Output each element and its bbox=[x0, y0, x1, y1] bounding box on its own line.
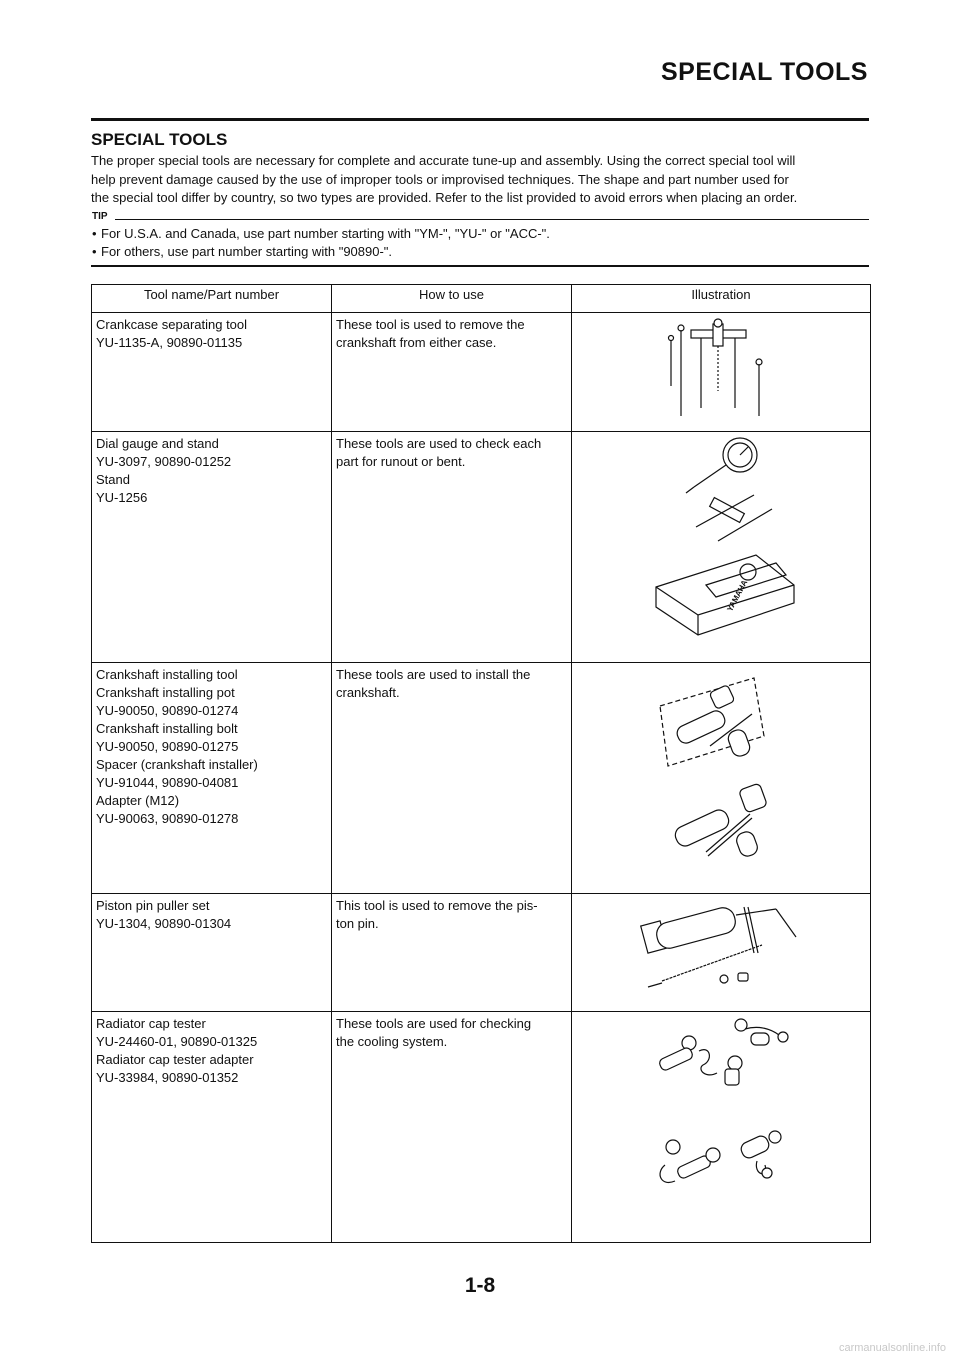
tool-part-number: YU-1135-A, 90890-01135 bbox=[96, 335, 243, 350]
how-to-use-line: This tool is used to remove the pis- bbox=[336, 898, 538, 913]
illustration-cell bbox=[572, 894, 871, 1012]
intro-line: help prevent damage caused by the use of improper tools or improvised techniques. The shape and part number used for bbox=[91, 171, 789, 187]
tool-name-line: Crankshaft installing tool bbox=[96, 667, 238, 682]
how-to-use-line: crankshaft from either case. bbox=[336, 335, 497, 350]
how-to-use-line: These tools are used for checking bbox=[336, 1016, 532, 1031]
intro-line: the special tool differ by country, so two types are provided. Refer to the list provided to avoid errors when placing an order. bbox=[91, 190, 798, 205]
tip-item: • For others, use part number starting with "90890-". bbox=[91, 243, 550, 261]
table-row bbox=[92, 1012, 871, 1243]
column-header-illustration: Illustration bbox=[572, 285, 871, 313]
tool-name-line: Radiator cap tester adapter bbox=[96, 1052, 254, 1067]
how-to-use-line: These tools are used to install the bbox=[336, 667, 531, 682]
tool-part-number: YU-1304, 90890-01304 bbox=[96, 916, 232, 931]
how-to-use-cell bbox=[332, 663, 572, 894]
illustration-cell bbox=[572, 432, 871, 663]
how-to-use-line: part for runout or bent. bbox=[336, 454, 466, 469]
intro-line: The proper special tools are necessary for complete and accurate tune-up and assembly. Using the correct special tool will bbox=[91, 153, 796, 168]
tool-part-number: YU-3097, 90890-01252 bbox=[96, 454, 232, 469]
tool-name-cell bbox=[92, 663, 332, 894]
crankshaft-installing-tool-illustration bbox=[646, 666, 796, 886]
illustration-cell bbox=[572, 1012, 871, 1243]
section-title: SPECIAL TOOLS bbox=[91, 130, 228, 149]
header-divider bbox=[91, 118, 869, 121]
tool-name-line: Crankcase separating tool bbox=[96, 317, 248, 332]
special-tools-table bbox=[91, 284, 871, 1243]
tool-part-number: YU-33984, 90890-01352 bbox=[96, 1070, 239, 1085]
dial-gauge-and-stand-illustration bbox=[636, 435, 806, 655]
illustration-cell bbox=[572, 313, 871, 432]
tool-name-cell bbox=[92, 313, 332, 432]
tool-name-line: Radiator cap tester bbox=[96, 1016, 206, 1031]
page-header-title: SPECIAL TOOLS bbox=[660, 58, 868, 86]
table-row bbox=[92, 432, 871, 663]
tool-part-number: YU-1256 bbox=[96, 490, 148, 505]
tool-name-cell bbox=[92, 1012, 332, 1243]
tool-part-number: YU-90063, 90890-01278 bbox=[96, 811, 239, 826]
tip-item: • For U.S.A. and Canada, use part number starting with "YM-", "YU-" or "ACC-". bbox=[91, 225, 550, 243]
table-row bbox=[92, 894, 871, 1012]
tool-part-number: YU-24460-01, 90890-01325 bbox=[96, 1034, 258, 1049]
tool-part-number: YU-90050, 90890-01274 bbox=[96, 703, 239, 718]
tool-name-line: Crankshaft installing bolt bbox=[96, 721, 238, 736]
tip-divider-bottom bbox=[91, 265, 869, 267]
tool-name-cell bbox=[92, 894, 332, 1012]
how-to-use-cell bbox=[332, 1012, 572, 1243]
illustration-cell bbox=[572, 663, 871, 894]
tip-divider-top bbox=[115, 219, 869, 220]
column-header-how-to-use: How to use bbox=[332, 285, 572, 313]
tool-name-line: Spacer (crankshaft installer) bbox=[96, 757, 258, 772]
tip-list bbox=[91, 225, 550, 261]
piston-pin-puller-illustration bbox=[626, 897, 816, 1007]
tool-name-line: Adapter (M12) bbox=[96, 793, 180, 808]
crankcase-separating-tool-illustration bbox=[651, 316, 791, 426]
tool-name-line: Piston pin puller set bbox=[96, 898, 210, 913]
page-number: 1-8 bbox=[464, 1274, 496, 1297]
table-row bbox=[92, 313, 871, 432]
table-header-row bbox=[92, 285, 871, 313]
how-to-use-line: crankshaft. bbox=[336, 685, 400, 700]
tool-name-line: Stand bbox=[96, 472, 130, 487]
how-to-use-cell bbox=[332, 894, 572, 1012]
column-header-tool-name: Tool name/Part number bbox=[92, 285, 332, 313]
tool-name-line: Crankshaft installing pot bbox=[96, 685, 235, 700]
how-to-use-line: These tool is used to remove the bbox=[336, 317, 525, 332]
how-to-use-cell bbox=[332, 313, 572, 432]
tip-label: TIP bbox=[92, 211, 108, 222]
how-to-use-cell bbox=[332, 432, 572, 663]
watermark: carmanualsonline.info bbox=[838, 1342, 946, 1354]
how-to-use-line: ton pin. bbox=[336, 916, 379, 931]
tool-part-number: YU-91044, 90890-04081 bbox=[96, 775, 239, 790]
box-brand-label: YAMAHA bbox=[725, 578, 750, 614]
intro-paragraph bbox=[91, 152, 871, 208]
table-row bbox=[92, 663, 871, 894]
radiator-cap-tester-illustration bbox=[641, 1015, 801, 1235]
tool-name-line: Dial gauge and stand bbox=[96, 436, 219, 451]
how-to-use-line: the cooling system. bbox=[336, 1034, 448, 1049]
how-to-use-line: These tools are used to check each bbox=[336, 436, 542, 451]
tool-name-cell bbox=[92, 432, 332, 663]
tool-part-number: YU-90050, 90890-01275 bbox=[96, 739, 239, 754]
